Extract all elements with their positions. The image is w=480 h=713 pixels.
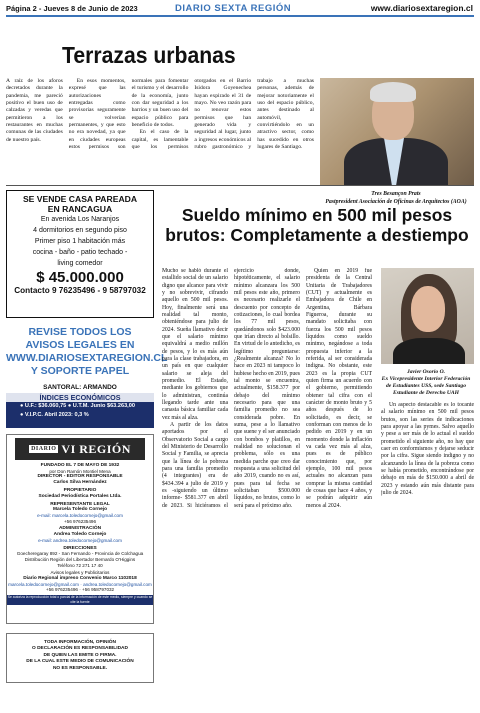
header-divider	[6, 15, 474, 17]
legal-rep-label: REPRESENTANTE LEGAL	[50, 501, 110, 507]
legal-rep: Marcela Toledo Cornejo	[52, 507, 108, 513]
directions-label: DIRECCIONES	[63, 545, 97, 551]
ad-headline-2: EN RANCAGUA	[47, 204, 113, 214]
disclaimer-line: O DECLARACIÓN ES RESPONSABILIDAD	[32, 646, 128, 652]
owner-label: PROPIETARIO	[63, 487, 97, 493]
house-sale-ad	[6, 190, 154, 318]
top-article-body	[6, 78, 314, 184]
author-photo-main	[381, 268, 474, 364]
subs: Diario Regional impreso Convenio Marco 1102018	[23, 575, 137, 581]
ad-detail: 4 dormitorios en segundo piso	[33, 227, 127, 234]
admin: Andrea Toledo Cornejo	[53, 532, 107, 538]
indices-row: ● V.I.P.C. Abril 2023: 0,3 %	[20, 411, 89, 418]
legal-ads-promo	[6, 326, 168, 378]
promo-link[interactable]: WWW.DIARIOSEXTAREGION.CL	[6, 352, 168, 364]
disclaimer-box	[6, 633, 154, 683]
main-article-paragraph: Quien en 2019 fue presidenta de la Central Unitaria de Trabajadores (CUT) y actualmente es Embajadora de Chile en Argentina, Bárbara Figueroa, durante su mandato solicitaba con fuerza los 500 mil pesos líquidos como sueldo mínimo, negándose a toda propuesta inferior a la referida, al ser considerada indigna. No obstante, este 2023 es la propia CUT quien firma un acuerdo con el gobierno, permitiendo obtener tal cifra con el carácter de monto bruto y 5 años después de lo solicitado, es decir, se conforman con menos de lo pedido en 2019 y en un momento donde la inflación va cada vez más al alza, pues es de público conocimiento que, por ejemplo, 100 mil pesos actuales no alcanzan para comprar la misma cantidad de cosas que hace 4 años, y se podrán adquirir aún menos al 2024.	[306, 268, 372, 509]
top-article-title: Terrazas urbanas	[62, 42, 236, 68]
caption-role: Estudiante de Derecho UAH	[392, 390, 460, 396]
masthead-box	[6, 434, 154, 624]
author-photo-top	[320, 78, 474, 186]
director-label: DIRECTOR - EDITOR RESPONSABLE	[37, 474, 123, 480]
contact-email[interactable]: marcela.toledocornejo@gmail.com · andrea.toledocornejo@gmail.com	[8, 581, 152, 587]
caption-name: Tres Besançon Prats	[371, 191, 421, 197]
economic-indices	[6, 393, 154, 428]
indices-row: ● U.F.: $36.060,75 ● U.T.M. Junio $63.263,00	[20, 403, 135, 409]
main-photo-caption	[376, 369, 476, 397]
masthead-footer: Se autoriza la reproducción total o parcial de la información de este medio, siempre y cuando se cite la fuente	[7, 594, 153, 604]
contact-phones: +56 976235496 · +56 958797032	[45, 587, 115, 593]
newspaper-logo	[15, 438, 145, 460]
disclaimer-line: DE LA CUAL ESTE MEDIO DE COMUNICACIÓN	[26, 659, 134, 665]
admin-email[interactable]: e-mail: andrea.toledocornejo@gmail.com	[38, 537, 122, 543]
director: Carlos Silva Hernández	[53, 480, 107, 486]
address: Distribución Región del Libertador Bernardo O'Higgins	[24, 556, 136, 562]
founded: FUNDADO EL 7 DE MAYO DE 1932	[40, 463, 120, 468]
disclaimer-line: NO ES RESPONSABLE.	[52, 665, 108, 671]
legal-rep-phone: +56 976235496	[63, 518, 97, 524]
ad-headline-1: SE VENDE CASA PAREADA	[22, 194, 138, 204]
legal-rep-email[interactable]: e-mail: marcela.toledocornejo@gmail.com	[37, 513, 123, 519]
top-article-paragraph: En esos momentos, expresé que las autorizaciones entregadas como provisorias seguramente se volverían permanentes, y que esto no era novedad, ya que en ciudades europeas estos permisos son normales para fomentar el turismo y el desarrollo de la economía, junto con dar seguridad a los barrios y un buen uso del espacio público para beneficio de todos.	[68, 78, 189, 151]
ad-price: $ 45.000.000	[36, 269, 124, 286]
caption-role: Ex Vicepresidente Interior Federación	[381, 376, 471, 382]
phone: Teléfono 72 271 17 40	[57, 562, 103, 568]
ad-detail: Primer piso 1 habitación más	[34, 238, 126, 245]
section-divider	[6, 185, 474, 186]
admin-label: ADMINISTRACIÓN	[58, 526, 102, 532]
logo-small: DIARIO	[31, 446, 57, 452]
main-article-body	[162, 268, 372, 711]
main-article-paragraph: Mucho se habló durante el estallido social de un salario digno que alcance para vivir y no sobrevivir, cifrando aquello en 500 mil pesos. Hoy, finalmente será una realidad tal monto, obteniéndose para julio de 2024. Sueña llamativo decir que el salario mínimo equivaldrá a medio millón de pesos, y lo es más aún para la clase trabajadora, en un país en que cualquier salario se aleja del promedio. El Estado, mediante los gobiernos que lo administran, continúa llegando tarde ante una canasta básica familiar cada vez más al alza.	[162, 268, 228, 421]
main-article-paragraph: A partir de los datos aportados por el Observatorio Social a cargo del Ministerio de Desarrollo Social y Familia, se aprecia que la línea de la pobreza para una familia promedio (4 integrantes) era de $434.394 a julio de 2019 y es -siguiendo un último informe- $581.377 en abril de 2023. Si hiciéramos el ejercicio donde, hipotéticamente, el salario mínimo alcanzara los 500 mil pesos este año, primero es necesario realizarle el descuento por concepto de cotizaciones, lo cual bordea los 77 mil pesos, quedándonos solo $423.000 que irían directo al bolsillo. En virtud de lo antedicho, es legítimo preguntarse: ¿Realmente alcanza? No lo hace en 2023 ni tampoco lo hubiese hecho en 2019, pues tal monto se encuentra, actualmente, $158.377 por debajo del mínimo necesario para que una familia promedio no sea considerada pobre. En suma, pese a lo llamativo que suene y el ser anunciado con bombos y platillos, en realidad no solucionan el problema, sólo es una medida parche que creo dar respuesta a una solicitud del año 2019, cuando no es así, pues para tal fecha se solicitaban $500.000 líquidos, no brutos, como lo será para el próximo año.	[162, 268, 300, 509]
ad-contact: Contacto 9 76235496 - 9 58797032	[14, 286, 146, 295]
subs-label: Avisos legales y Publicitarios	[50, 570, 110, 576]
indices-heading: ÍNDICES ECONÓMICOS	[6, 393, 154, 402]
main-article-paragraph: Un aspecto destacable es lo tocante al salario mínimo en 500 mil pesos brutos, son las series de indicaciones para apoyar a las pymes. Salvo aquello y pese a ser más de lo actual el sueldo prometido el siguiente año, no hay que caer en conformismos y dejarse seducir por la cifra. Sigue siendo indigno y no alcanzando la línea de la pobreza como se había prometido, encontrándose por debajo en más de $150.000 a abril de 2023 y estando aún más distante para julio de 2024.	[381, 402, 474, 496]
owner: Sociedad Periodística Portales Ltda.	[38, 493, 122, 499]
founder: por Don Ramón Montiel Mena	[49, 468, 111, 474]
ad-detail: living comedor	[57, 260, 103, 267]
ad-detail: cocina - baño - patio techado -	[32, 249, 128, 256]
main-article-body-right	[381, 402, 474, 711]
top-article-paragraph: A raíz de los aforos decretados durante la pandemia, me pareció positivo el buen uso de calzadas y veredas que permitieron a los restaurantes en muchas comunas de las ciudades de nuestro país.	[6, 78, 63, 143]
page-number-date: Página 2 - Jueves 8 de Junio de 2023	[6, 4, 138, 13]
website-link[interactable]: www.diariosextaregion.cl	[370, 3, 473, 13]
promo-line: AVISOS LEGALES EN	[25, 339, 135, 351]
disclaimer-line: TODA INFORMACIÓN, OPINIÓN	[44, 640, 116, 645]
newspaper-name: DIARIO SEXTA REGIÓN	[175, 3, 292, 14]
address: Goecheregaray 892 - San Fernando - Provincia de Colchagua	[16, 551, 144, 557]
promo-line: Y SOPORTE PAPEL	[30, 365, 130, 377]
top-article-paragraph: En el caso de la capital, es lamentable que los permisos otorgados en el Barrio Isidora Goyenechea hayan expirado el 31 de mayo. No veo razón para no renovar estos permisos que han generado vida y seguridad al lugar, junto a ingresos económicos al rubro gastronómico y trabajo a muchas personas, además de mejorar notoriamente el uso del espacio público, antes destinado al automóvil, convirtiéndolo en un atractivo sector, como has sucedido en otros lugares de Santiago.	[131, 78, 314, 151]
caption-role: de Estudiantes USS, sede Santiago	[385, 383, 467, 389]
main-article-title: Sueldo mínimo en 500 mil pesos brutos: Completamente a destiempo	[165, 205, 469, 245]
caption-name: Javier Osorio O.	[406, 369, 446, 375]
santoral: SANTORAL: ARMANDO	[43, 384, 117, 391]
promo-line: REVISE TODOS LOS	[28, 326, 132, 338]
logo-main: VI REGIÓN	[61, 442, 131, 456]
disclaimer-line: DE QUIEN LAS EMITE O FIRMA.	[43, 652, 117, 658]
ad-detail: En avenida Los Naranjos	[40, 216, 120, 223]
caption-role: Pastpresident Asociación de Oficinas de Arquitectos (AOA)	[325, 198, 467, 205]
